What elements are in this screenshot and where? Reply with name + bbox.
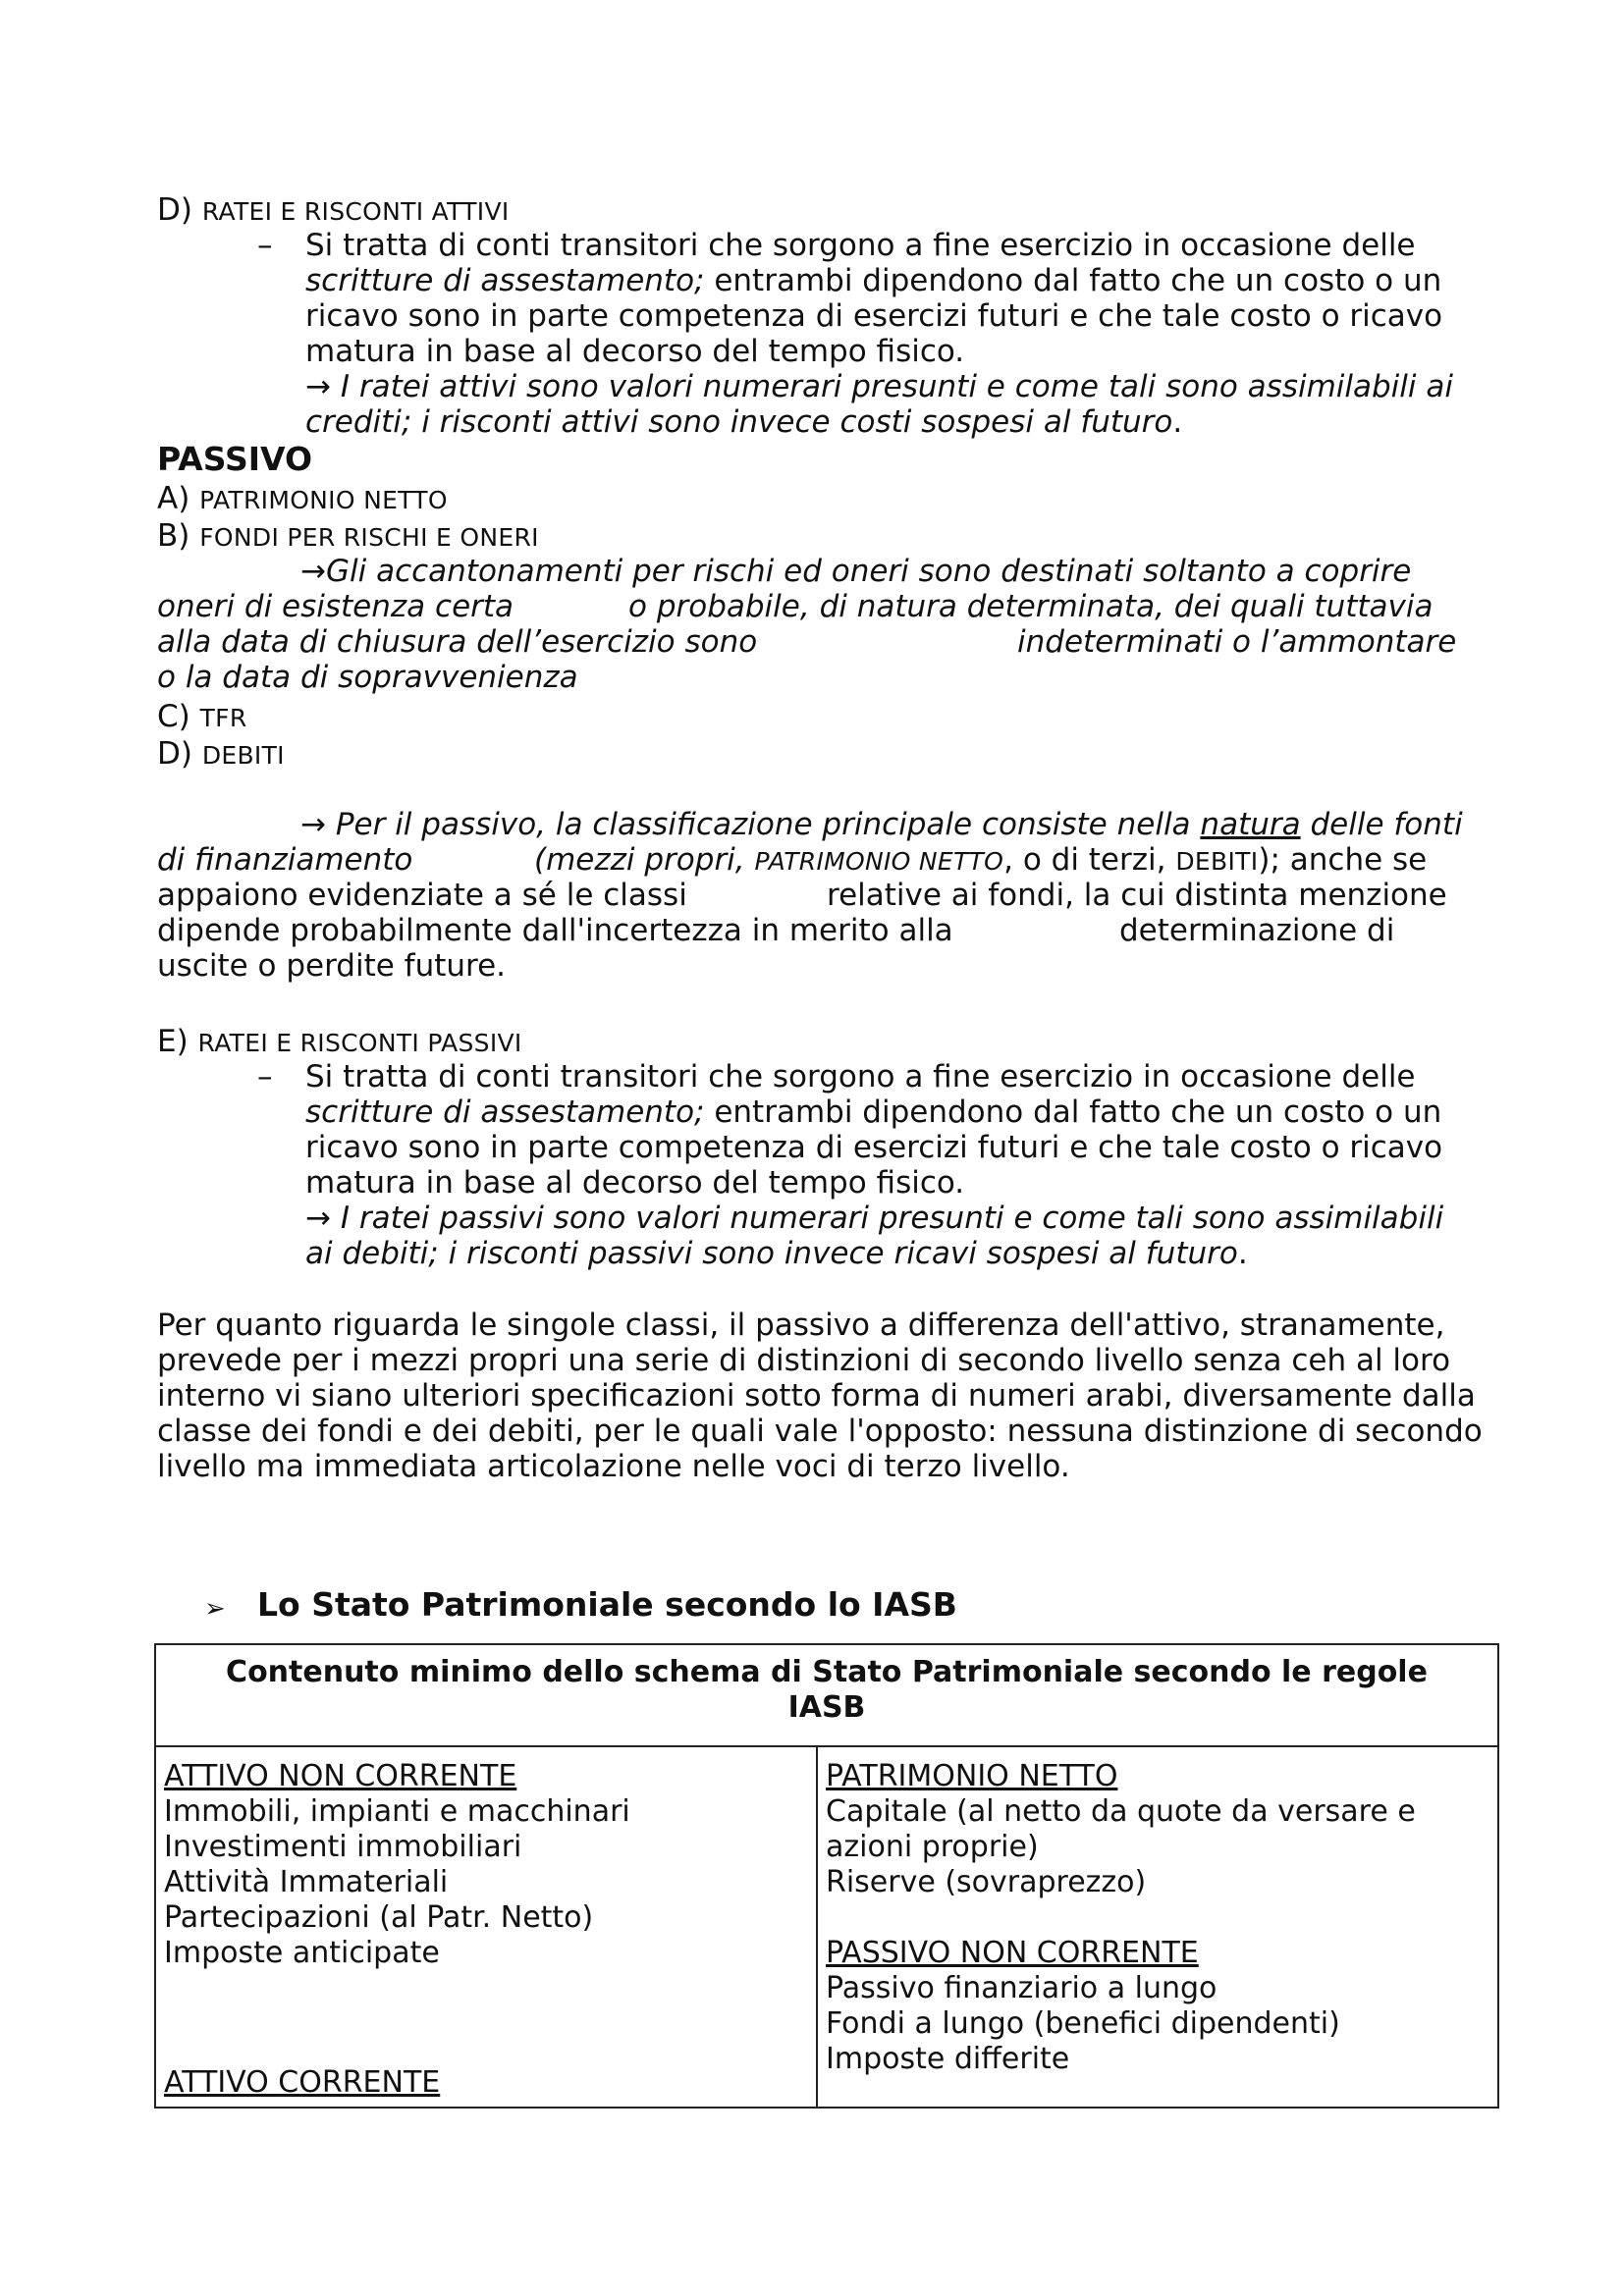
right-header-patrimonio-netto: PATRIMONIO NETTO	[826, 1759, 1118, 1793]
summary-line-3: interno vi siano ulteriori specificazioni sotto forma di numeri arabi, diversamente dalla	[157, 1378, 1476, 1414]
passivo-b-heading	[157, 518, 539, 556]
class-note-line-1-b: delle fonti	[1300, 807, 1463, 842]
passivo-e-heading	[157, 1024, 522, 1061]
class-note-line-2-mezzi: (mezzi propri,	[534, 842, 755, 878]
left-item: Partecipazioni (al Patr. Netto)	[164, 1900, 594, 1935]
class-note-line-2b	[534, 842, 1427, 880]
iasb-table-column-divider	[816, 1747, 818, 2107]
passivo-d-title: DEBITI	[201, 741, 285, 770]
passivo-e-note-line-2	[305, 1236, 1248, 1271]
passivo-e-para-line-2	[305, 1095, 1441, 1130]
class-note-line-4a: dipende probabilmente dall'incertezza in merito alla	[157, 913, 953, 948]
passivo-b-note-line-4: o la data di sopravvenienza	[157, 660, 578, 695]
class-note-patrimonio-netto: PATRIMONIO NETTO	[754, 847, 1004, 876]
right-header-passivo-non-corrente: PASSIVO NON CORRENTE	[826, 1936, 1199, 1970]
attivo-d-title: RATEI E RISCONTI ATTIVI	[201, 197, 510, 226]
class-note-underlined-natura: natura	[1200, 807, 1301, 842]
right-item: Passivo finanziario a lungo	[826, 1971, 1217, 2005]
attivo-d-dash: –	[257, 228, 273, 263]
attivo-d-para-line-2-rest: entrambi dipendono dal fatto che un costo o un	[704, 263, 1442, 298]
left-item: Immobili, impianti e macchinari	[164, 1794, 630, 1829]
passivo-d-letter: D)	[157, 736, 192, 772]
right-item: Imposte differite	[826, 2042, 1070, 2076]
passivo-a-heading	[157, 481, 448, 518]
right-item: Riserve (sovraprezzo)	[826, 1865, 1147, 1899]
attivo-d-note-line-2	[305, 404, 1182, 440]
summary-line-4: classe dei fondi e dei debiti, per le quali vale l'opposto: nessuna distinzione di secondo	[157, 1414, 1483, 1449]
passivo-e-title: RATEI E RISCONTI PASSIVI	[197, 1029, 522, 1057]
passivo-e-para-line-4: matura in base al decorso del tempo fisico.	[305, 1165, 965, 1201]
attivo-d-note-line-1: → I ratei attivi sono valori numerari presunti e come tali sono assimilabili ai	[305, 369, 1453, 404]
class-note-debiti: DEBITI	[1175, 847, 1259, 876]
attivo-d-heading	[157, 192, 510, 230]
class-note-line-1	[300, 807, 1463, 842]
class-note-line-2-terzi: , o di terzi,	[1003, 842, 1176, 878]
passivo-e-italic-term: scritture di assestamento;	[305, 1095, 705, 1130]
passivo-e-para-line-3: ricavo sono in parte competenza di esercizi futuri e che tale costo o ricavo	[305, 1130, 1443, 1165]
arrowhead-bullet-icon: ➢	[204, 1594, 226, 1624]
class-note-line-3a: appaiono evidenziate a sé le classi	[157, 878, 687, 913]
class-note-line-2a: di finanziamento	[157, 842, 413, 878]
attivo-d-para-line-4: matura in base al decorso del tempo fisico.	[305, 334, 965, 369]
passivo-b-letter: B)	[157, 518, 190, 554]
passivo-b-note-line-3b: indeterminati o l’ammontare	[1017, 624, 1457, 660]
left-header-attivo-corrente: ATTIVO CORRENTE	[164, 2065, 441, 2100]
iasb-table-header	[156, 1645, 1497, 1747]
passivo-b-title: FONDI PER RISCHI E ONERI	[199, 523, 539, 552]
passivo-b-note-line-2a: oneri di esistenza certa	[157, 589, 514, 624]
passivo-d-heading	[157, 736, 285, 774]
attivo-d-note-line-2-end: .	[1172, 404, 1183, 440]
right-item: Fondi a lungo (benefici dipendenti)	[826, 2006, 1340, 2041]
iasb-table-title-line-1: Contenuto minimo dello schema di Stato Patrimoniale secondo le regole	[226, 1655, 1428, 1689]
passivo-b-note-line-1: →Gli accantonamenti per rischi ed oneri sono destinati soltanto a coprire	[300, 554, 1412, 589]
iasb-section-heading: Lo Stato Patrimoniale secondo lo IASB	[257, 1585, 957, 1624]
iasb-table	[154, 1643, 1499, 2109]
passivo-c-title: TFR	[199, 704, 247, 732]
class-note-line-1-a: → Per il passivo, la classificazione principale consiste nella	[300, 807, 1201, 842]
class-note-line-4b: determinazione di	[1119, 913, 1395, 948]
passivo-e-para-line-1: Si tratta di conti transitori che sorgono a fine esercizio in occasione delle	[305, 1059, 1416, 1095]
attivo-d-italic-term: scritture di assestamento;	[305, 263, 705, 298]
right-item: azioni proprie)	[826, 1830, 1039, 1864]
passivo-b-note-line-2b: o probabile, di natura determinata, dei quali tuttavia	[628, 589, 1434, 624]
passivo-a-title: PATRIMONIO NETTO	[199, 486, 448, 514]
passivo-e-note-line-2-italic: ai debiti; i risconti passivi sono invece ricavi sospesi al futuro	[305, 1236, 1238, 1271]
attivo-d-para-line-1: Si tratta di conti transitori che sorgono a fine esercizio in occasione delle	[305, 228, 1416, 263]
iasb-table-title-line-2: IASB	[787, 1690, 866, 1725]
left-item: Imposte anticipate	[164, 1936, 440, 1970]
left-header-attivo-non-corrente: ATTIVO NON CORRENTE	[164, 1759, 517, 1793]
attivo-d-letter: D)	[157, 192, 192, 228]
class-note-line-3b: relative ai fondi, la cui distinta menzione	[827, 878, 1447, 913]
attivo-d-para-line-2	[305, 263, 1441, 298]
passivo-a-letter: A)	[157, 481, 190, 516]
class-note-line-2-end: ); anche se	[1258, 842, 1428, 878]
passivo-e-letter: E)	[157, 1024, 189, 1059]
attivo-d-para-line-3: ricavo sono in parte competenza di esercizi futuri e che tale costo o ricavo	[305, 298, 1443, 334]
passivo-e-note-line-1: → I ratei passivi sono valori numerari presunti e come tali sono assimilabili	[305, 1201, 1444, 1236]
left-item: Investimenti immobiliari	[164, 1830, 522, 1864]
summary-line-1: Per quanto riguarda le singole classi, il passivo a differenza dell'attivo, stranamente,	[157, 1308, 1445, 1343]
left-item: Attività Immateriali	[164, 1865, 449, 1899]
class-note-line-5: uscite o perdite future.	[157, 948, 507, 984]
passivo-heading: PASSIVO	[157, 440, 313, 478]
summary-line-5: livello ma immediata articolazione nelle voci di terzo livello.	[157, 1449, 1070, 1484]
passivo-b-note-line-3a: alla data di chiusura dell’esercizio sono	[157, 624, 758, 660]
passivo-c-heading	[157, 699, 247, 736]
passivo-e-dash: –	[257, 1059, 273, 1095]
passivo-c-letter: C)	[157, 699, 190, 734]
right-item: Capitale (al netto da quote da versare e	[826, 1794, 1416, 1829]
passivo-e-note-line-2-end: .	[1237, 1236, 1248, 1271]
passivo-e-para-line-2-rest: entrambi dipendono dal fatto che un costo o un	[704, 1095, 1442, 1130]
summary-line-2: prevede per i mezzi propri una serie di distinzioni di secondo livello senza ceh al loro	[157, 1343, 1451, 1378]
attivo-d-note-line-2-italic: crediti; i risconti attivi sono invece costi sospesi al futuro	[305, 404, 1173, 440]
